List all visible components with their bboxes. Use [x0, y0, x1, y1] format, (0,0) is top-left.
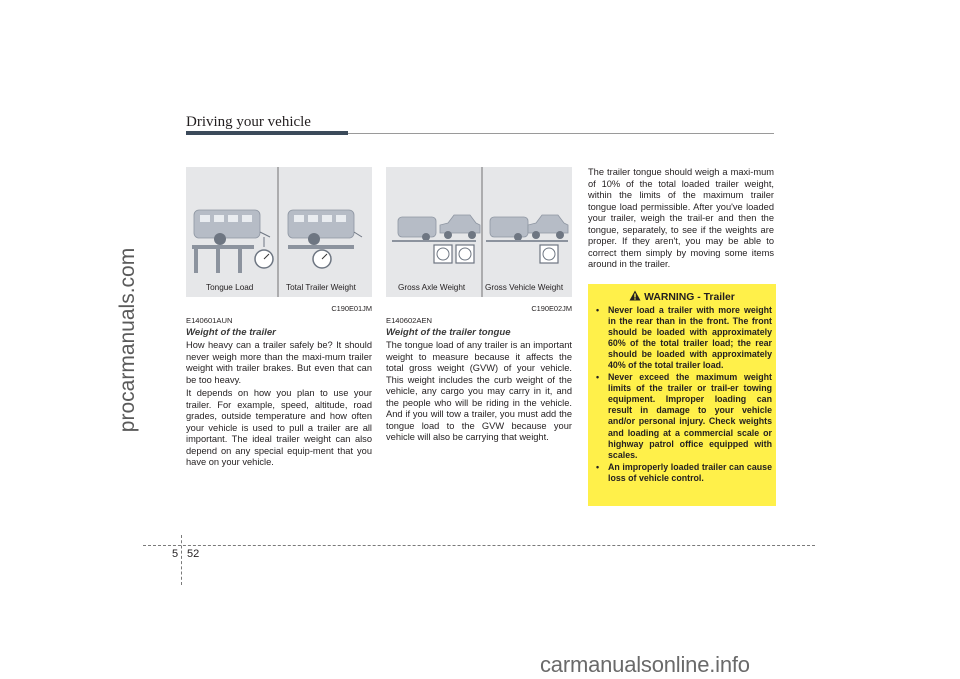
warning-title-text: WARNING - Trailer — [644, 292, 735, 303]
warning-item: • Never exceed the maximum weight limits of the trailer or trail-er towing equipment. Improper loading can result in damage to your vehicle and/or personal injury. Check weights and loading at a commercial scale or highway patrol office equipped with scales. — [596, 372, 772, 460]
section-heading: Weight of the trailer tongue — [386, 327, 511, 338]
header-accent-bar — [186, 131, 348, 135]
bullet: • — [596, 305, 600, 315]
figure-label-gross-axle-weight: Gross Axle Weight — [398, 283, 466, 292]
figure-code: C190E02JM — [531, 304, 572, 313]
bullet: • — [596, 372, 600, 383]
warning-title — [588, 290, 776, 303]
section-code: E140601AUN — [186, 316, 233, 325]
section-code: E140602AEN — [386, 316, 433, 325]
axle-vehicle-weight-illustration — [386, 167, 572, 297]
paragraph: The tongue load of any trailer is an important weight to measure because it affects the total gross weight (GVW) of your vehicle. This weight includes the curb weight of the vehicle, any cargo you may carry in it, and the people who will be riding in the vehicle. And if you will tow a trailer, you must add the tongue load to the GVW because your vehicle will also be carrying that weight. — [386, 340, 572, 443]
paragraph: It depends on how you plan to use your trailer. For example, speed, altitude, road grades, outside temperature and how often your vehicle is used to pull a trailer are all important. The ideal trailer weight can also depend on any special equip-ment that you have on your vehicle. — [186, 388, 372, 468]
paragraph: The trailer tongue should weigh a maxi-mum of 10% of the total loaded trailer weight, within the limits of the maximum trailer tongue load permissible. After you've loaded your trailer, weigh the trail-er and then the tongue, separately, to see if the weights are proper. If they aren't, you may be able to correct them simply by moving some items around in the trailer. — [588, 167, 774, 270]
bullet: • — [596, 461, 600, 472]
section-heading: Weight of the trailer — [186, 327, 276, 338]
figure-label-total-trailer-weight: Total Trailer Weight — [286, 283, 356, 292]
warning-list — [594, 305, 772, 485]
trailer-weight-illustration — [186, 167, 372, 297]
figure-axle-vehicle-weight — [386, 167, 572, 297]
footer-rule — [143, 545, 815, 546]
warning-item: • Never load a trailer with more weight in the rear than in the front. The front should be loaded with approximately 60% of the total trailer load; the rear should be loaded with approximately 40% of the total trailer load. — [596, 305, 772, 371]
body-text — [588, 167, 774, 273]
page-number: 52 — [187, 548, 200, 560]
warning-box — [588, 284, 776, 506]
page-header-title: Driving your vehicle — [186, 114, 311, 130]
section-number: 5 — [172, 548, 179, 560]
figure-code: C190E01JM — [331, 304, 372, 313]
warning-triangle-icon — [629, 290, 641, 301]
figure-label-tongue-load: Tongue Load — [206, 283, 254, 292]
footer-divider — [181, 535, 182, 585]
body-text — [186, 340, 372, 471]
warning-item: • An improperly loaded trailer can cause loss of vehicle control. — [596, 461, 772, 483]
figure-trailer-weight — [186, 167, 372, 297]
figure-label-gross-vehicle-weight: Gross Vehicle Weight — [485, 283, 564, 292]
side-watermark: procarmanuals.com — [116, 247, 139, 433]
body-text — [386, 340, 572, 446]
bottom-watermark: carmanualsonline.info — [540, 652, 750, 677]
paragraph: How heavy can a trailer safely be? It should never weigh more than the maxi-mum trailer weight with trailer brakes. But even that can be too heavy. — [186, 340, 372, 385]
